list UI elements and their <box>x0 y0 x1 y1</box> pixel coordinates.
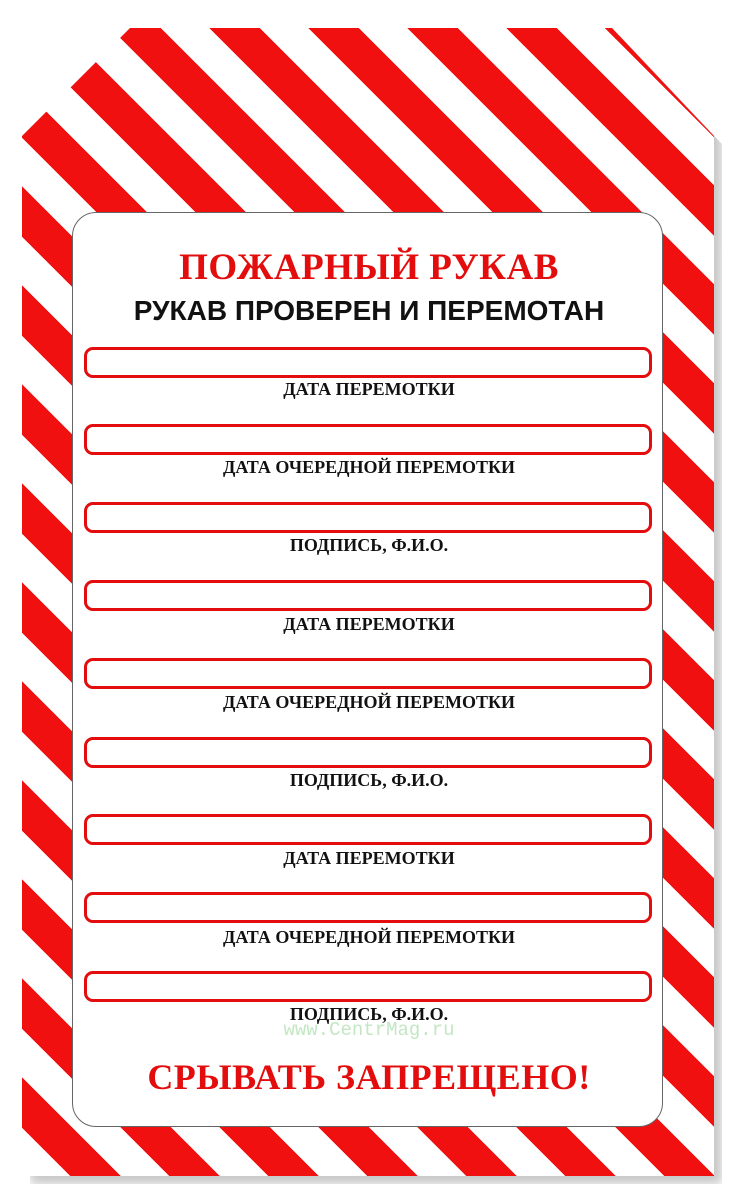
field-box-rewind-date-2[interactable] <box>84 580 652 611</box>
warning-footer: СРЫВАТЬ ЗАПРЕЩЕНО! <box>147 1057 591 1097</box>
field-box-next-rewind-date-1[interactable] <box>84 424 652 455</box>
field-box-rewind-date-1[interactable] <box>84 347 652 378</box>
field-label-rewind-date-3: ДАТА ПЕРЕМОТКИ <box>283 848 455 868</box>
field-label-rewind-date-2: ДАТА ПЕРЕМОТКИ <box>283 614 455 634</box>
field-label-signature-3: ПОДПИСЬ, Ф.И.О. <box>289 1004 449 1024</box>
field-box-next-rewind-date-3[interactable] <box>84 892 652 923</box>
field-box-signature-3[interactable] <box>84 971 652 1002</box>
field-label-rewind-date-1: ДАТА ПЕРЕМОТКИ <box>283 379 455 399</box>
field-label-signature-1: ПОДПИСЬ, Ф.И.О. <box>289 535 449 555</box>
field-label-next-rewind-date-1: ДАТА ОЧЕРЕДНОЙ ПЕРЕМОТКИ <box>222 457 516 477</box>
tag-subtitle: РУКАВ ПРОВЕРЕН И ПЕРЕМОТАН <box>133 295 605 326</box>
field-label-next-rewind-date-3: ДАТА ОЧЕРЕДНОЙ ПЕРЕМОТКИ <box>222 927 516 947</box>
field-label-next-rewind-date-2: ДАТА ОЧЕРЕДНОЙ ПЕРЕМОТКИ <box>222 692 516 712</box>
watermark: www.CentrMag.ru <box>283 1019 455 1041</box>
field-label-signature-2: ПОДПИСЬ, Ф.И.О. <box>289 770 449 790</box>
field-box-signature-2[interactable] <box>84 737 652 768</box>
tag-title: ПОЖАРНЫЙ РУКАВ <box>179 247 559 288</box>
field-box-next-rewind-date-2[interactable] <box>84 658 652 689</box>
field-box-rewind-date-3[interactable] <box>84 814 652 845</box>
field-box-signature-1[interactable] <box>84 502 652 533</box>
